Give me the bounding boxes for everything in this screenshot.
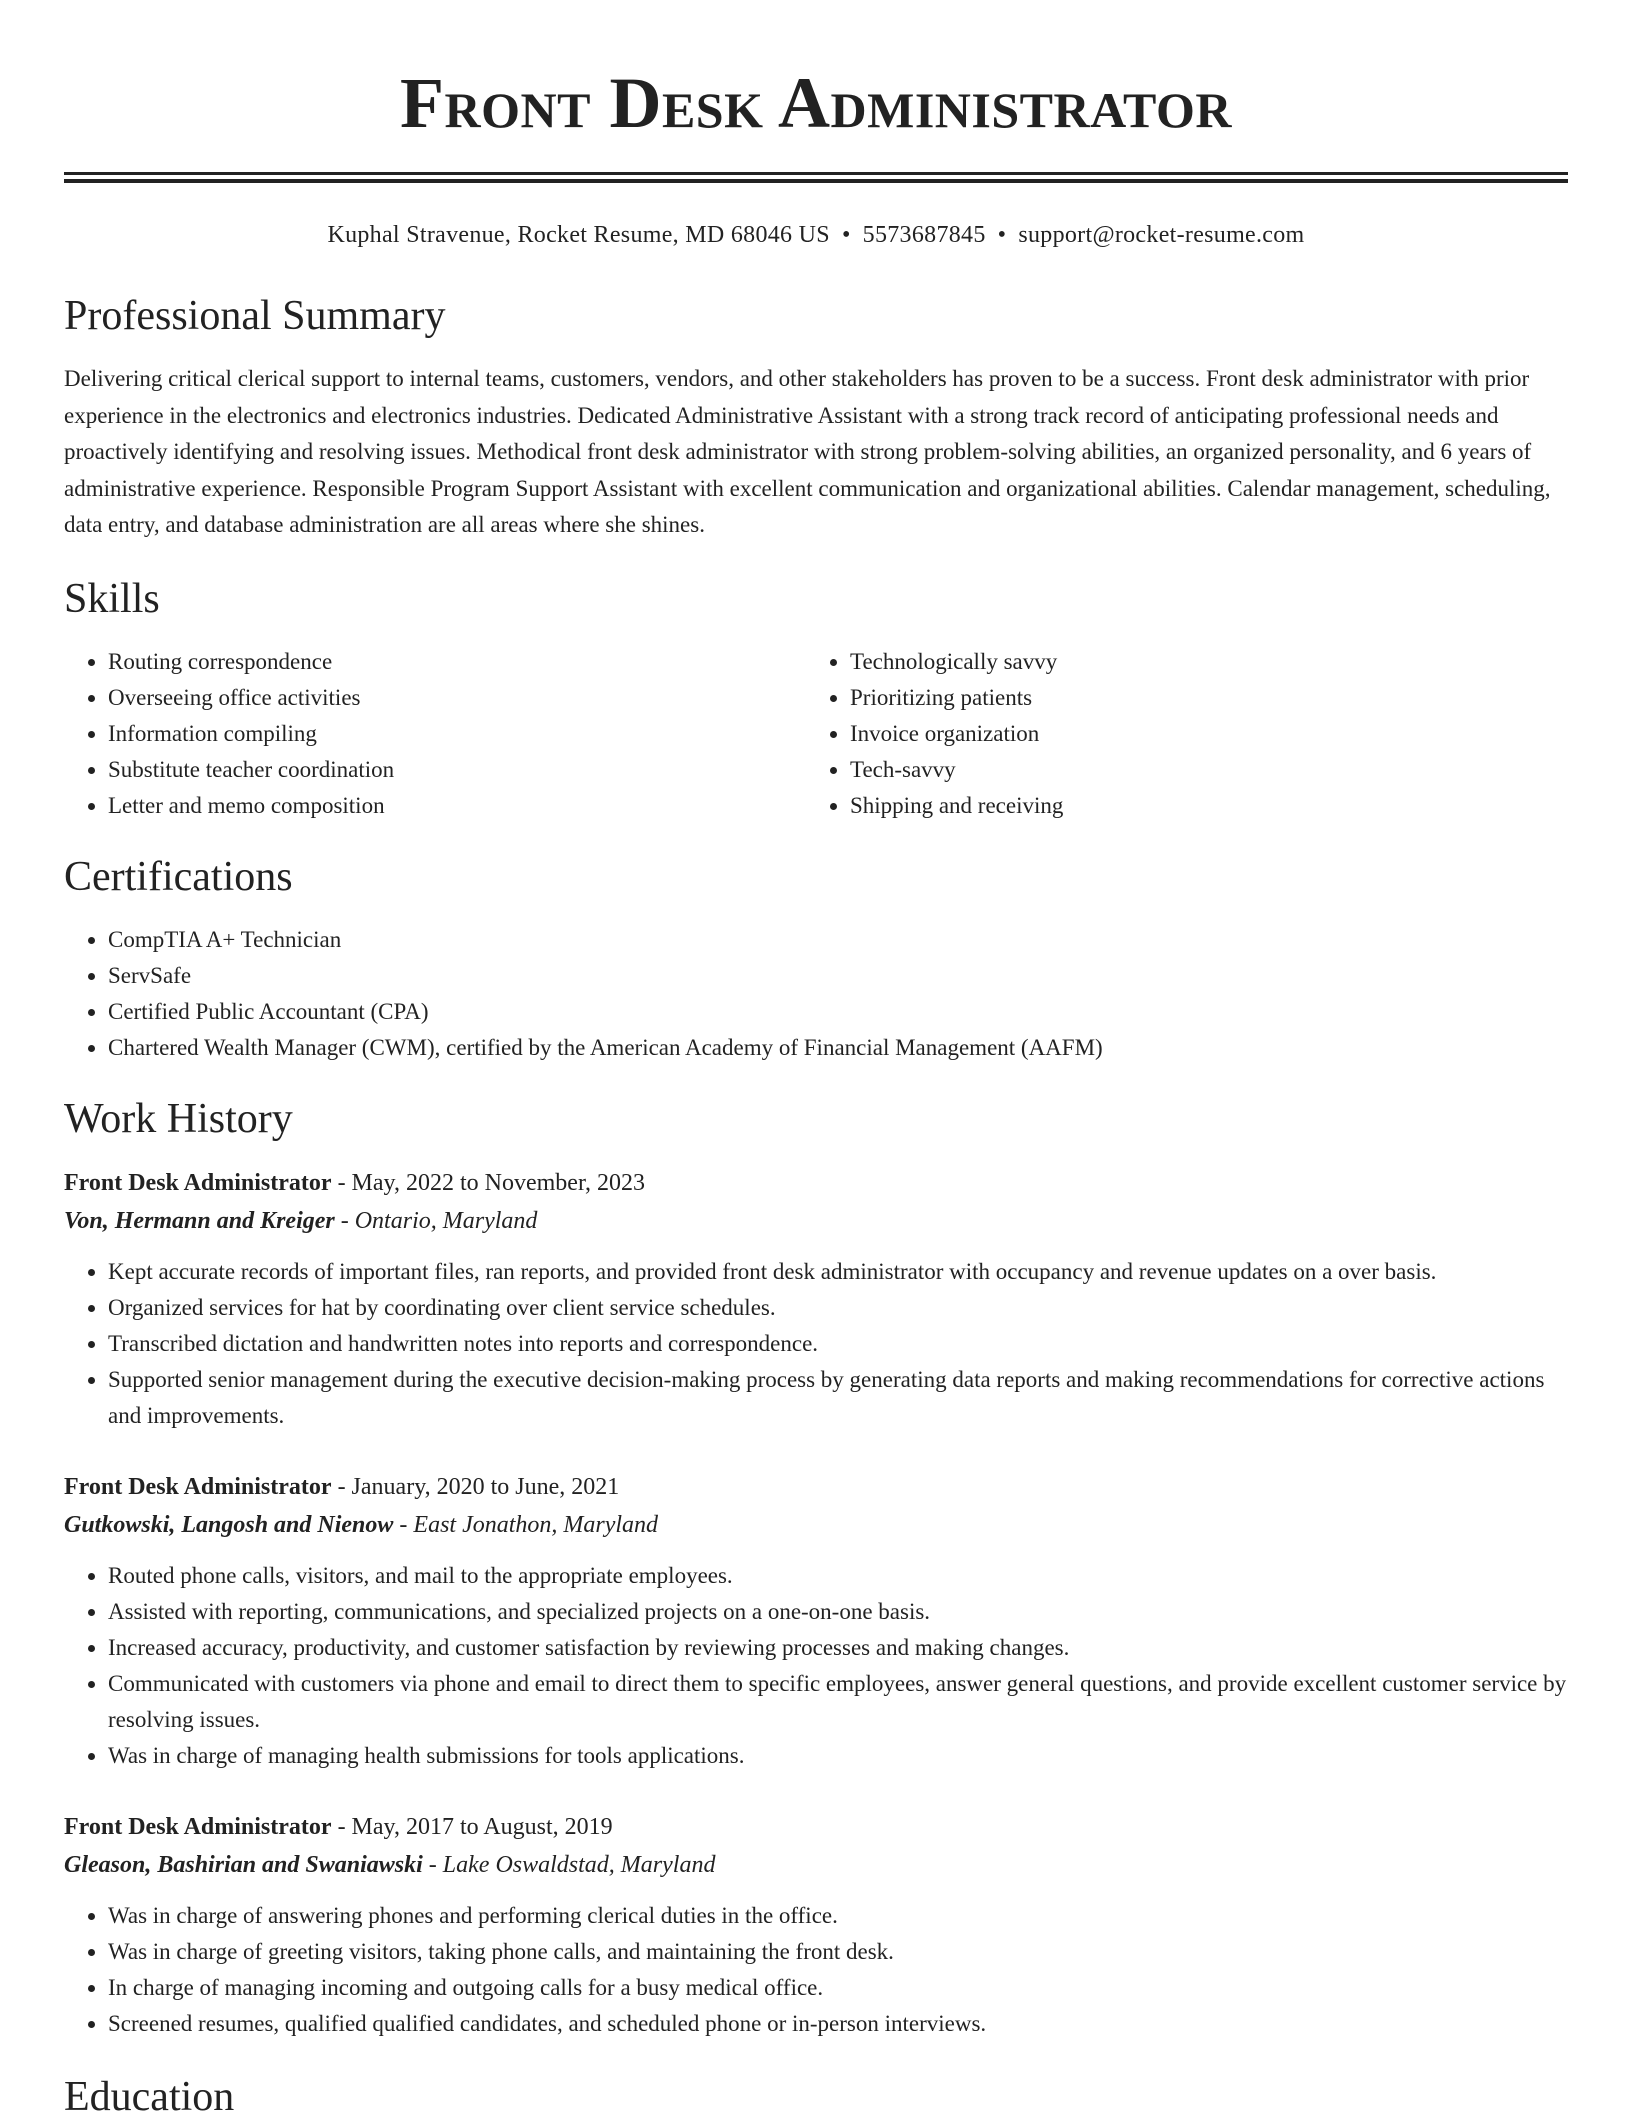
job-bullet: • Kept accurate records of important files, ran reports, and provided front desk administrator with occupancy and revenue updates on a over basis.: [108, 1254, 1568, 1290]
skill-item: • Invoice organization: [850, 716, 1548, 752]
job-bullets: [64, 1898, 1568, 2042]
job-bullet: • Was in charge of answering phones and performing clerical duties in the office.: [108, 1898, 1568, 1934]
job-bullets: [64, 1254, 1568, 1434]
job-bullet: • In charge of managing incoming and outgoing calls for a busy medical office.: [108, 1970, 1568, 2006]
job-location: - East Jonathon, Maryland: [393, 1511, 659, 1538]
job-role: Front Desk Administrator: [64, 1169, 332, 1196]
certification-item: • Chartered Wealth Manager (CWM), certified by the American Academy of Financial Management (AAFM): [108, 1030, 1568, 1066]
skills-list-right: [806, 644, 1548, 824]
contact-separator: •: [841, 222, 851, 248]
job-bullet: • Assisted with reporting, communications, and specialized projects on a one-on-one basis.: [108, 1594, 1568, 1630]
job-role: Front Desk Administrator: [64, 1473, 332, 1500]
job-company: Von, Hermann and Kreiger: [64, 1207, 335, 1234]
job-bullets: [64, 1558, 1568, 1774]
job-entry: [64, 1808, 1568, 2042]
job-dates: - May, 2017 to August, 2019: [331, 1813, 613, 1840]
job-title-line: [64, 1164, 1568, 1202]
summary-heading: Professional Summary: [64, 293, 446, 339]
job-bullet: • Communicated with customers via phone and email to direct them to specific employees, answer general questions, and provide excellent customer service by resolving issues.: [108, 1666, 1568, 1738]
certification-item: • Certified Public Accountant (CPA): [108, 994, 1568, 1030]
job-bullet: • Screened resumes, qualified qualified candidates, and scheduled phone or in-person interviews.: [108, 2006, 1568, 2042]
skill-item: • Overseeing office activities: [108, 680, 806, 716]
contact-separator: •: [997, 222, 1007, 248]
job-title-line: [64, 1808, 1568, 1846]
skill-item: • Letter and memo composition: [108, 788, 806, 824]
job-role: Front Desk Administrator: [64, 1813, 332, 1840]
job-dates: - January, 2020 to June, 2021: [331, 1473, 620, 1500]
job-title-line: [64, 1468, 1568, 1506]
skill-item: • Tech-savvy: [850, 752, 1548, 788]
job-bullet: • Was in charge of managing health submissions for tools applications.: [108, 1738, 1568, 1774]
summary-text: Delivering critical clerical support to internal teams, customers, vendors, and other stakeholders has proven to be a success. Front desk administrator with prior experience in the electronics and electronics industries. Dedicated Administrative Assistant with a strong track record of anticipating professional needs and proactively identifying and resolving issues. Methodical front desk administrator with strong problem-solving abilities, an organized personality, and 6 years of administrative experience. Responsible Program Support Assistant with excellent communication and organizational abilities. Calendar management, scheduling, data entry, and database administration are all areas where she shines.: [64, 366, 1551, 537]
skill-item: • Prioritizing patients: [850, 680, 1548, 716]
skills-columns: [64, 644, 1568, 824]
job-bullet: • Increased accuracy, productivity, and customer satisfaction by reviewing processes and making changes.: [108, 1630, 1568, 1666]
job-entry: [64, 1164, 1568, 1434]
job-bullet: • Transcribed dictation and handwritten notes into reports and correspondence.: [108, 1326, 1568, 1362]
skills-heading: Skills: [64, 575, 160, 622]
job-location: - Ontario, Maryland: [334, 1207, 538, 1234]
skills-list-left: [64, 644, 806, 824]
contact-phone: 5573687845: [862, 222, 986, 248]
job-location: - Lake Oswaldstad, Maryland: [422, 1851, 716, 1878]
job-bullet: • Organized services for hat by coordinating over client service schedules.: [108, 1290, 1568, 1326]
job-bullet: • Was in charge of greeting visitors, taking phone calls, and maintaining the front desk.: [108, 1934, 1568, 1970]
skill-item: • Routing correspondence: [108, 644, 806, 680]
job-company-line: [64, 1202, 1568, 1240]
job-bullet: • Supported senior management during the executive decision-making process by generating data reports and making recommendations for corrective actions and improvements.: [108, 1362, 1568, 1434]
job-company: Gleason, Bashirian and Swaniawski: [64, 1851, 423, 1878]
contact-email: support@rocket-resume.com: [1018, 222, 1305, 248]
skill-item: • Shipping and receiving: [850, 788, 1548, 824]
certifications-heading: Certifications: [64, 853, 293, 900]
work-history-heading: Work History: [64, 1095, 293, 1142]
job-company: Gutkowski, Langosh and Nienow: [64, 1511, 394, 1538]
job-company-line: [64, 1506, 1568, 1544]
contact-line: [64, 219, 1568, 251]
education-heading: Education: [64, 2073, 235, 2120]
skill-item: • Technologically savvy: [850, 644, 1548, 680]
job-company-line: [64, 1846, 1568, 1884]
contact-address: Kuphal Stravenue, Rocket Resume, MD 68046 US: [327, 222, 830, 248]
certification-item: • ServSafe: [108, 958, 1568, 994]
job-dates: - May, 2022 to November, 2023: [331, 1169, 645, 1196]
header-divider: [64, 172, 1568, 183]
certifications-list: [64, 922, 1568, 1066]
certification-item: • CompTIA A+ Technician: [108, 922, 1568, 958]
skill-item: • Substitute teacher coordination: [108, 752, 806, 788]
skill-item: • Information compiling: [108, 716, 806, 752]
resume-name: Front Desk Administrator: [400, 63, 1232, 143]
job-entry: [64, 1468, 1568, 1774]
job-bullet: • Routed phone calls, visitors, and mail to the appropriate employees.: [108, 1558, 1568, 1594]
